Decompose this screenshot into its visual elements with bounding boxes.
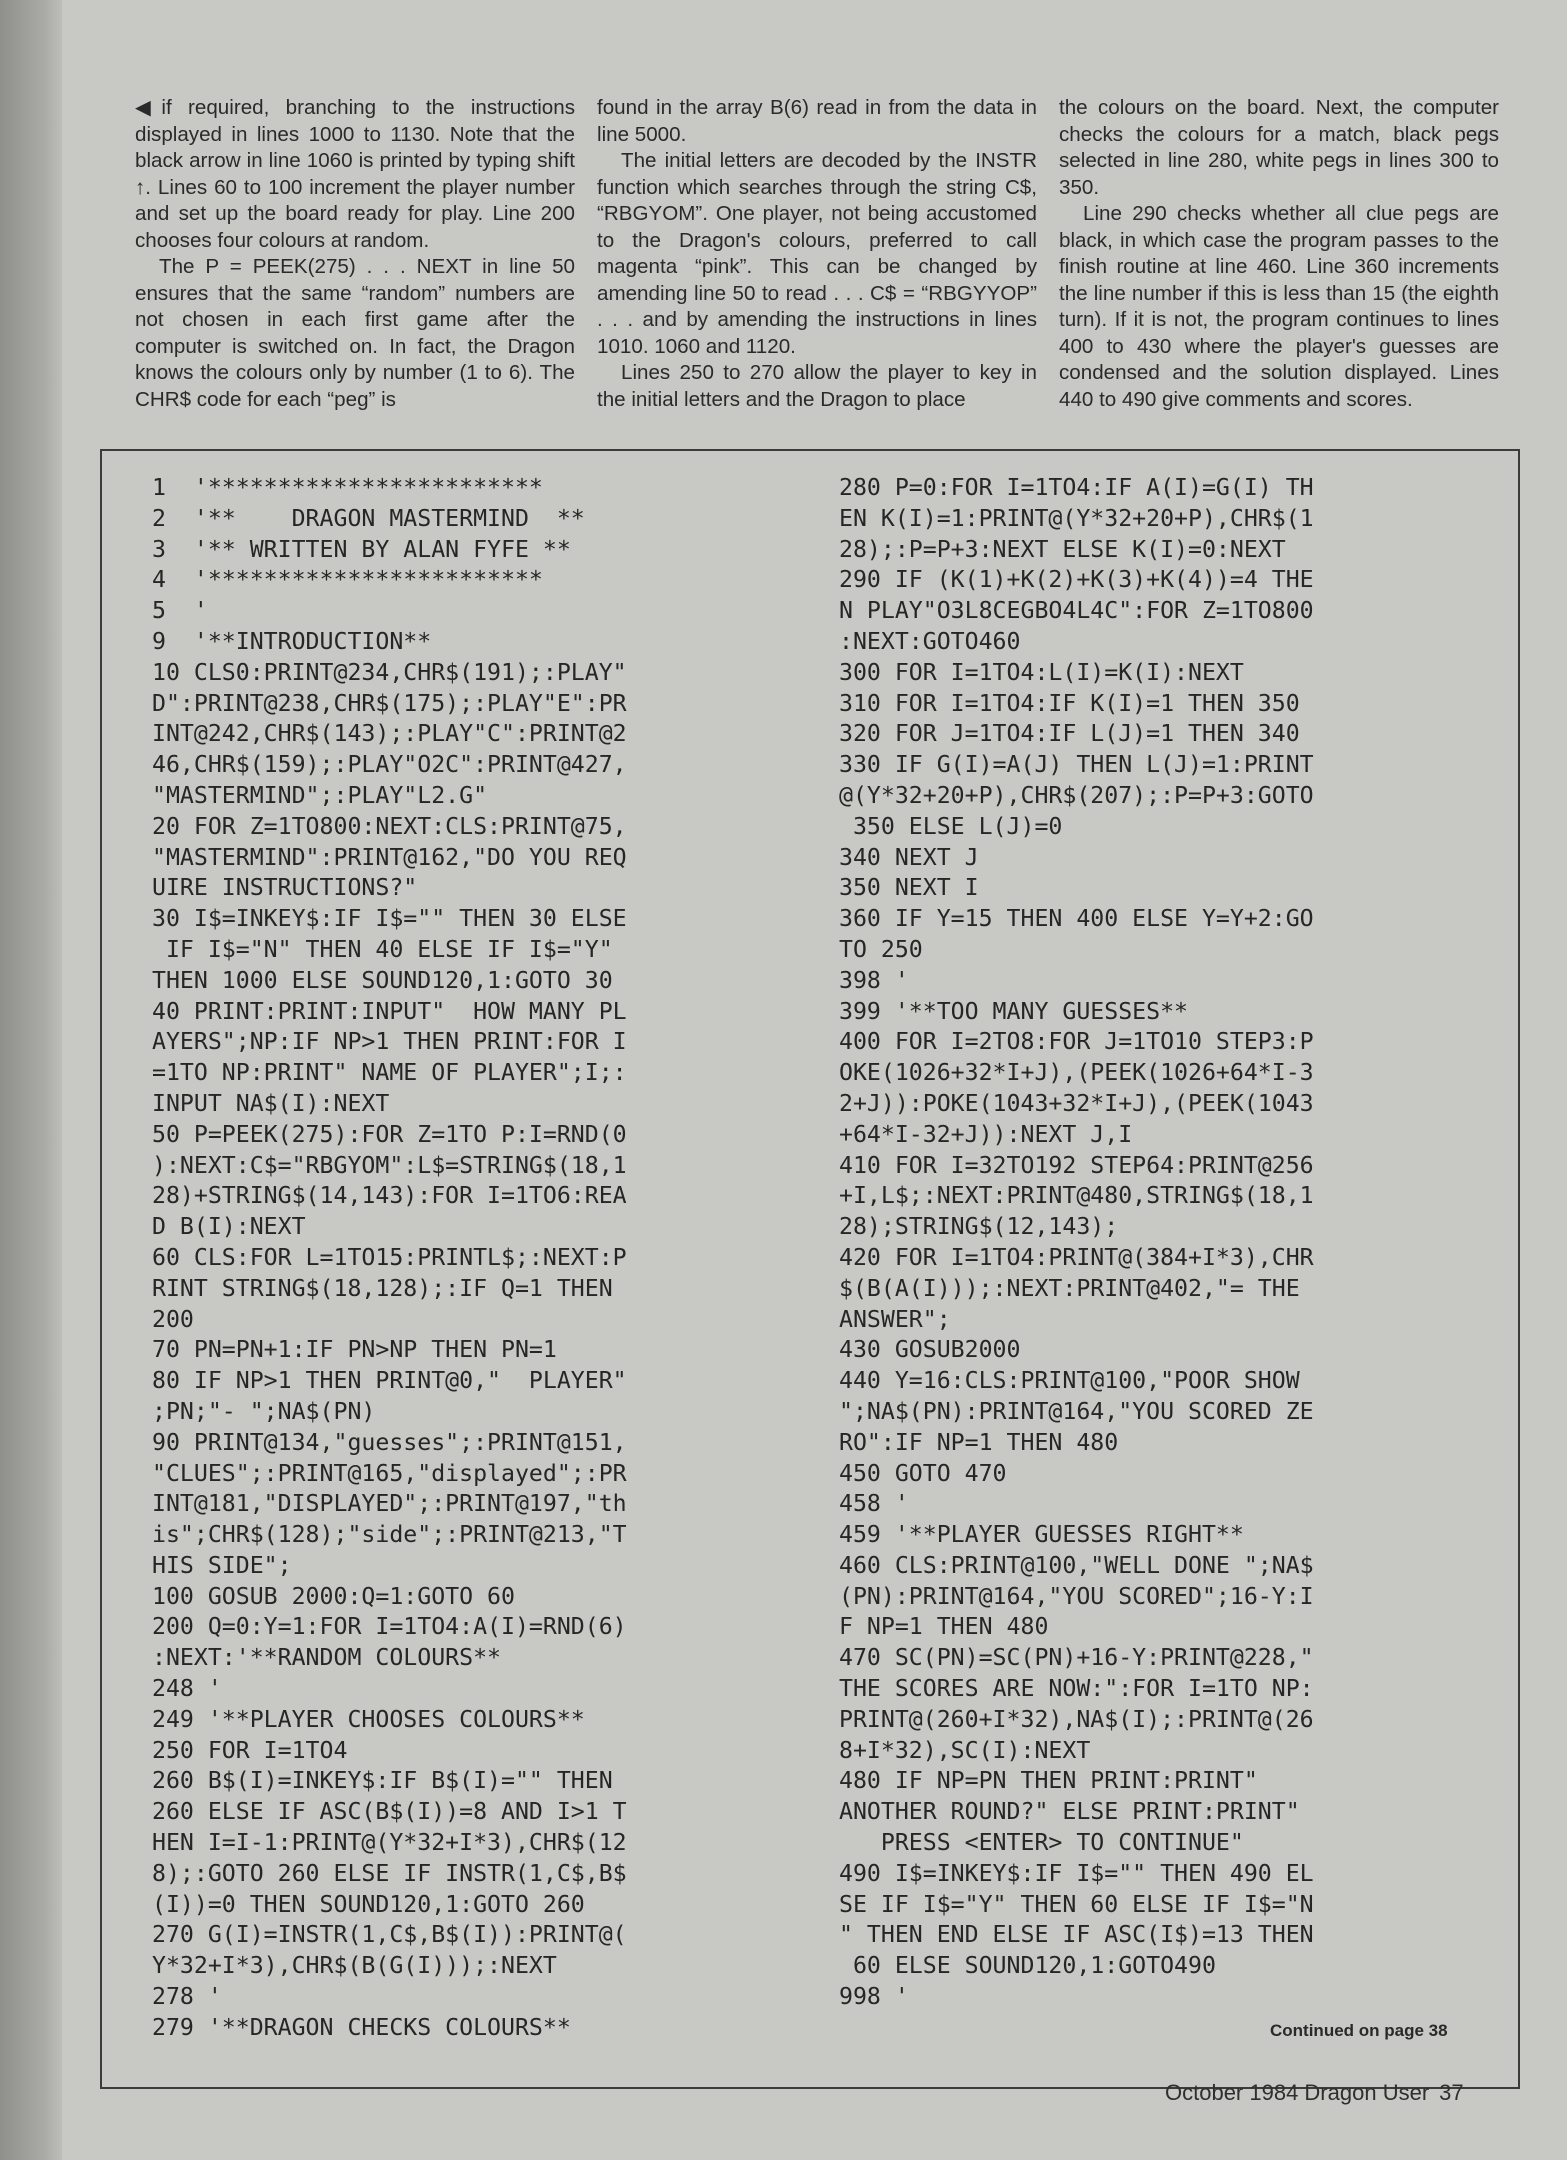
code-line: 5 ': [152, 597, 208, 625]
code-line: 420 FOR I=1TO4:PRINT@(384+I*3),CHR: [839, 1243, 1314, 1271]
code-line: 470 SC(PN)=SC(PN)+16-Y:PRINT@228,": [839, 1644, 1314, 1672]
code-line: D B(I):NEXT: [152, 1213, 306, 1241]
code-line: 2 '** DRAGON MASTERMIND **: [152, 504, 585, 532]
code-line: 1 '************************: [152, 474, 543, 501]
code-line: 350 ELSE L(J)=0: [839, 812, 1063, 840]
code-line: 200: [152, 1305, 194, 1333]
code-line: 60 CLS:FOR L=1TO15:PRINTL$;:NEXT:P: [152, 1243, 627, 1271]
code-line: 60 ELSE SOUND120,1:GOTO490: [839, 1952, 1216, 1980]
code-line: N PLAY"O3L8CEGBO4L4C":FOR Z=1TO800: [839, 597, 1314, 625]
code-line: UIRE INSTRUCTIONS?": [152, 874, 418, 902]
paragraph: found in the array B(6) read in from the data in line 5000.: [597, 96, 1037, 146]
code-line: THE SCORES ARE NOW:":FOR I=1TO NP:: [839, 1675, 1314, 1703]
program-listing-box: [100, 449, 1520, 2089]
code-line: 410 FOR I=32TO192 STEP64:PRINT@256: [839, 1151, 1314, 1179]
code-line: 28);STRING$(12,143);: [839, 1213, 1119, 1241]
code-line: Y*32+I*3),CHR$(B(G(I)));:NEXT: [152, 1952, 557, 1980]
code-line: 8+I*32),SC(I):NEXT: [839, 1736, 1091, 1764]
code-line: =1TO NP:PRINT" NAME OF PLAYER";I;:: [152, 1059, 627, 1087]
code-line: 3 '** WRITTEN BY ALAN FYFE **: [152, 535, 571, 563]
code-line: (I))=0 THEN SOUND120,1:GOTO 260: [152, 1890, 585, 1918]
code-line: 270 G(I)=INSTR(1,C$,B$(I)):PRINT@(: [152, 1921, 627, 1949]
code-line: is";CHR$(128);"side";:PRINT@213,"T: [152, 1521, 627, 1549]
code-line: 100 GOSUB 2000:Q=1:GOTO 60: [152, 1582, 515, 1610]
code-line: 460 CLS:PRINT@100,"WELL DONE ";NA$: [839, 1551, 1314, 1579]
code-line: $(B(A(I)));:NEXT:PRINT@402,"= THE: [839, 1274, 1300, 1302]
paragraph: The initial letters are decoded by the INSTR function which searches through the string C$, “RBGYOM”. One player, not being accustomed to the Dragon's colours, preferred to call magenta “pink”. This can be changed by amending line 50 to read . . . C$ = “RBGYYOP” . . . and by amending the instructions in lines 1010. 1060 and 1120.: [597, 149, 1037, 358]
code-line: 998 ': [839, 1983, 909, 2011]
code-line: 4 '************************: [152, 566, 543, 594]
paragraph: The P = PEEK(275) . . . NEXT in line 50 ensures that the same “random” numbers are not chosen in each first game after the computer is switched on. In fact, the Dragon knows the colours only by number (1 to 6). The CHR$ code for each “peg” is: [135, 255, 575, 411]
code-line: 278 ': [152, 1983, 222, 2011]
paragraph: Lines 250 to 270 allow the player to key in the initial letters and the Dragon to place: [597, 361, 1037, 411]
code-line: 20 FOR Z=1TO800:NEXT:CLS:PRINT@75,: [152, 812, 627, 840]
code-line: 28);:P=P+3:NEXT ELSE K(I)=0:NEXT: [839, 535, 1286, 563]
code-line: EN K(I)=1:PRINT@(Y*32+20+P),CHR$(1: [839, 504, 1314, 532]
code-line: 8);:GOTO 260 ELSE IF INSTR(1,C$,B$: [152, 1859, 627, 1887]
code-line: 279 '**DRAGON CHECKS COLOURS**: [152, 2013, 571, 2041]
code-line: 340 NEXT J: [839, 843, 979, 871]
code-line: RINT STRING$(18,128);:IF Q=1 THEN: [152, 1274, 613, 1302]
code-line: "CLUES";:PRINT@165,"displayed";:PR: [152, 1459, 627, 1487]
code-line: 40 PRINT:PRINT:INPUT" HOW MANY PL: [152, 997, 627, 1025]
code-line: 330 IF G(I)=A(J) THEN L(J)=1:PRINT: [839, 751, 1314, 779]
code-line: (PN):PRINT@164,"YOU SCORED";16-Y:I: [839, 1582, 1314, 1610]
code-line: 2+J)):POKE(1043+32*I+J),(PEEK(1043: [839, 1089, 1314, 1117]
code-line: IF I$="N" THEN 40 ELSE IF I$="Y": [152, 935, 613, 963]
code-line: 280 P=0:FOR I=1TO4:IF A(I)=G(I) TH: [839, 474, 1314, 501]
binding-edge: [0, 0, 62, 2160]
code-line: 28)+STRING$(14,143):FOR I=1TO6:REA: [152, 1182, 627, 1210]
code-line: 30 I$=INKEY$:IF I$="" THEN 30 ELSE: [152, 905, 627, 933]
code-line: 50 P=PEEK(275):FOR Z=1TO P:I=RND(0: [152, 1120, 627, 1148]
code-line: 440 Y=16:CLS:PRINT@100,"POOR SHOW: [839, 1367, 1300, 1395]
article-column-2: [597, 95, 1037, 413]
code-line: 9 '**INTRODUCTION**: [152, 627, 432, 655]
code-line: 400 FOR I=2TO8:FOR J=1TO10 STEP3:P: [839, 1028, 1314, 1056]
code-line: 200 Q=0:Y=1:FOR I=1TO4:A(I)=RND(6): [152, 1613, 627, 1641]
code-line: ):NEXT:C$="RBGYOM":L$=STRING$(18,1: [152, 1151, 627, 1179]
code-line: "MASTERMIND";:PLAY"L2.G": [152, 781, 488, 809]
program-listing-left: [152, 473, 832, 2044]
code-line: HEN I=I-1:PRINT@(Y*32+I*3),CHR$(12: [152, 1829, 627, 1857]
program-listing-right: [839, 473, 1519, 2013]
code-line: +64*I-32+J)):NEXT J,I: [839, 1120, 1133, 1148]
code-line: 46,CHR$(159);:PLAY"O2C":PRINT@427,: [152, 751, 627, 779]
code-line: RO":IF NP=1 THEN 480: [839, 1428, 1119, 1456]
code-line: 490 I$=INKEY$:IF I$="" THEN 490 EL: [839, 1859, 1314, 1887]
code-line: 350 NEXT I: [839, 874, 979, 902]
code-line: INT@242,CHR$(143);:PLAY"C":PRINT@2: [152, 720, 627, 748]
code-line: "MASTERMIND":PRINT@162,"DO YOU REQ: [152, 843, 627, 871]
code-line: THEN 1000 ELSE SOUND120,1:GOTO 30: [152, 966, 613, 994]
code-line: 459 '**PLAYER GUESSES RIGHT**: [839, 1521, 1244, 1549]
page-footer: [1165, 2080, 1464, 2106]
code-line: 310 FOR I=1TO4:IF K(I)=1 THEN 350: [839, 689, 1300, 717]
code-line: 480 IF NP=PN THEN PRINT:PRINT": [839, 1767, 1258, 1795]
paragraph: ◀if required, branching to the instructions displayed in lines 1000 to 1130. Note that the black arrow in line 1060 is printed by typing shift ↑. Lines 60 to 100 increment the player number and set up the board ready for play. Line 200 chooses four colours at random.: [135, 96, 575, 252]
code-line: ;PN;"- ";NA$(PN): [152, 1397, 376, 1425]
issue-label: October 1984 Dragon User: [1165, 2080, 1430, 2105]
page-number: 37: [1439, 2080, 1464, 2105]
code-line: PRINT@(260+I*32),NA$(I);:PRINT@(26: [839, 1705, 1314, 1733]
code-line: 260 B$(I)=INKEY$:IF B$(I)="" THEN: [152, 1767, 613, 1795]
code-line: 70 PN=PN+1:IF PN>NP THEN PN=1: [152, 1336, 557, 1364]
code-line: INT@181,"DISPLAYED";:PRINT@197,"th: [152, 1490, 627, 1518]
code-line: 360 IF Y=15 THEN 400 ELSE Y=Y+2:GO: [839, 905, 1314, 933]
code-line: 250 FOR I=1TO4: [152, 1736, 348, 1764]
code-line: OKE(1026+32*I+J),(PEEK(1026+64*I-3: [839, 1059, 1314, 1087]
code-line: F NP=1 THEN 480: [839, 1613, 1049, 1641]
article-column-1: [135, 95, 575, 413]
code-line: INPUT NA$(I):NEXT: [152, 1089, 390, 1117]
continued-note: Continued on page 38: [1270, 2021, 1448, 2040]
paragraph: Line 290 checks whether all clue pegs are black, in which case the program passes to the finish routine at line 460. Line 360 increments the line number if this is less than 15 (the eighth turn). If it is not, the program continues to lines 400 to 430 where the player's guesses are condensed and the solution displayed. Lines 440 to 490 give comments and scores.: [1059, 202, 1499, 411]
code-line: TO 250: [839, 935, 923, 963]
code-line: 450 GOTO 470: [839, 1459, 1007, 1487]
code-line: +I,L$;:NEXT:PRINT@480,STRING$(18,1: [839, 1182, 1314, 1210]
code-line: HIS SIDE";: [152, 1551, 292, 1579]
code-line: 290 IF (K(1)+K(2)+K(3)+K(4))=4 THE: [839, 566, 1314, 594]
code-line: 300 FOR I=1TO4:L(I)=K(I):NEXT: [839, 658, 1244, 686]
code-line: 399 '**TOO MANY GUESSES**: [839, 997, 1189, 1025]
code-line: :NEXT:'**RANDOM COLOURS**: [152, 1644, 502, 1672]
code-line: 90 PRINT@134,"guesses";:PRINT@151,: [152, 1428, 627, 1456]
code-line: ";NA$(PN):PRINT@164,"YOU SCORED ZE: [839, 1397, 1314, 1425]
code-line: ANOTHER ROUND?" ELSE PRINT:PRINT": [839, 1798, 1300, 1826]
code-line: 320 FOR J=1TO4:IF L(J)=1 THEN 340: [839, 720, 1300, 748]
code-line: 260 ELSE IF ASC(B$(I))=8 AND I>1 T: [152, 1798, 627, 1826]
article-column-3: [1059, 95, 1499, 413]
code-line: SE IF I$="Y" THEN 60 ELSE IF I$="N: [839, 1890, 1314, 1918]
code-line: 398 ': [839, 966, 909, 994]
code-line: AYERS";NP:IF NP>1 THEN PRINT:FOR I: [152, 1028, 627, 1056]
code-line: @(Y*32+20+P),CHR$(207);:P=P+3:GOTO: [839, 781, 1314, 809]
code-line: 249 '**PLAYER CHOOSES COLOURS**: [152, 1705, 585, 1733]
code-line: ANSWER";: [839, 1305, 951, 1333]
code-line: 10 CLS0:PRINT@234,CHR$(191);:PLAY": [152, 658, 627, 686]
article-text: [135, 95, 1520, 413]
code-line: 458 ': [839, 1490, 909, 1518]
code-line: :NEXT:GOTO460: [839, 627, 1021, 655]
code-line: 80 IF NP>1 THEN PRINT@0," PLAYER": [152, 1367, 627, 1395]
code-line: D":PRINT@238,CHR$(175);:PLAY"E":PR: [152, 689, 627, 717]
paragraph: the colours on the board. Next, the computer checks the colours for a match, black pegs selected in line 280, white pegs in lines 300 to 350.: [1059, 96, 1499, 199]
code-line: 430 GOSUB2000: [839, 1336, 1021, 1364]
code-line: 248 ': [152, 1675, 222, 1703]
code-line: PRESS <ENTER> TO CONTINUE": [839, 1829, 1244, 1857]
code-line: " THEN END ELSE IF ASC(I$)=13 THEN: [839, 1921, 1314, 1949]
